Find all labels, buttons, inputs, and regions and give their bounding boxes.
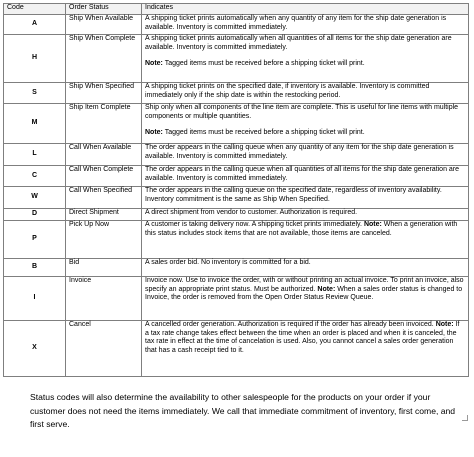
status-description	[142, 83, 469, 104]
note-label: Note:	[363, 221, 382, 228]
header-code: Code	[4, 4, 66, 15]
status-description	[142, 15, 469, 35]
note-body: If a tax rate change takes effect between the time when an order is placed and when it is canceled, the tax rate in effect at the time of cancelation is used. Also, you cannot cancel a sales order generation that has a cash receipt tied to it.	[145, 321, 460, 355]
status-description	[142, 166, 469, 187]
description-text: Invoice now. Use to invoice the order, with or without printing an actual invoice. To print an invoice, also specify an appropriate print status. Must be authorized.	[145, 277, 464, 293]
status-description	[142, 221, 469, 259]
table-row	[4, 221, 469, 259]
status-code: I	[4, 277, 66, 321]
note-label: Note:	[145, 129, 163, 137]
status-code: H	[4, 35, 66, 83]
description-text: The order appears in the calling queue when any quantity of any item for the ship date generation is available. Inventory is committed immediately.	[145, 144, 454, 160]
status-name: Ship Item Complete	[66, 104, 142, 144]
status-name: Call When Complete	[66, 166, 142, 187]
footer-paragraph: Status codes will also determine the availability to other salespeople for the products on your order if your customer does not need the items immediately. We call that immediate commitment of inventory, first come, and first serve.	[30, 392, 456, 430]
table-row	[4, 144, 469, 166]
status-description	[142, 321, 469, 377]
page-corner-mark	[462, 415, 468, 421]
table-row	[4, 15, 469, 35]
status-code: C	[4, 166, 66, 187]
description-text: A direct shipment from vendor to customer. Authorization is required.	[145, 209, 358, 216]
table-row	[4, 209, 469, 221]
table-row	[4, 321, 469, 377]
status-code: W	[4, 187, 66, 209]
status-name: Ship When Complete	[66, 35, 142, 83]
status-code: B	[4, 259, 66, 277]
status-name: Ship When Specified	[66, 83, 142, 104]
status-code: M	[4, 104, 66, 144]
header-indicates: Indicates	[142, 4, 469, 15]
status-name: Call When Specified	[66, 187, 142, 209]
description-text: A cancelled order generation. Authorization is required if the order has already been invoiced.	[145, 321, 434, 328]
header-order-status: Order Status	[66, 4, 142, 15]
table-header-row	[4, 4, 469, 15]
description-text: A shipping ticket prints on the specified date, if inventory is available. Inventory is committed immediately only if the ship date is within the restocking period.	[145, 83, 430, 99]
note-body: Tagged items must be received before a shipping ticket will print.	[162, 60, 365, 68]
status-code: X	[4, 321, 66, 377]
note-label: Note:	[317, 285, 336, 293]
note-text	[145, 129, 465, 138]
note-text	[145, 60, 465, 69]
status-code: A	[4, 15, 66, 35]
description-text: A customer is taking delivery now. A shipping ticket prints immediately.	[145, 221, 362, 228]
status-code: S	[4, 83, 66, 104]
status-description	[142, 35, 469, 83]
description-text: A shipping ticket prints automatically when any quantity of any item for the ship date generation is available. Inventory is committed immediately.	[145, 15, 447, 31]
status-name: Call When Available	[66, 144, 142, 166]
status-name: Bid	[66, 259, 142, 277]
status-description	[142, 144, 469, 166]
table-row	[4, 259, 469, 277]
note-body: When a generation with this status includes stock items that are not available, those items are canceled.	[145, 221, 458, 237]
table-row	[4, 277, 469, 321]
description-text: A sales order bid. No inventory is committed for a bid.	[145, 259, 311, 266]
note-label: Note:	[145, 60, 163, 68]
note-body: When a sales order status is changed to Invoice, the order is removed from the Open Order Status Review Queue.	[145, 285, 463, 302]
status-name: Ship When Available	[66, 15, 142, 35]
status-description	[142, 259, 469, 277]
note-label: Note:	[435, 321, 454, 328]
order-status-table	[3, 3, 469, 377]
status-code: P	[4, 221, 66, 259]
status-description	[142, 209, 469, 221]
description-text: Ship only when all components of the line item are complete. This is useful for line items with multiple components or multiple quantities.	[145, 104, 459, 120]
table-row	[4, 35, 469, 83]
note-body: Tagged items must be received before a shipping ticket will print.	[162, 129, 365, 137]
status-name: Invoice	[66, 277, 142, 321]
status-name: Cancel	[66, 321, 142, 377]
status-description	[142, 277, 469, 321]
table-row	[4, 166, 469, 187]
status-name: Direct Shipment	[66, 209, 142, 221]
status-description	[142, 187, 469, 209]
table-row	[4, 83, 469, 104]
table-row	[4, 187, 469, 209]
status-code: D	[4, 209, 66, 221]
table-row	[4, 104, 469, 144]
description-text: The order appears in the calling queue when all quantities of all items for the ship date generation are available. Inventory is committed immediately.	[145, 166, 460, 182]
status-name: Pick Up Now	[66, 221, 142, 259]
status-code: L	[4, 144, 66, 166]
status-description	[142, 104, 469, 144]
description-text: The order appears in the calling queue on the specified date, regardless of inventory availability. Inventory commitment is the same as Ship When Specified.	[145, 187, 442, 203]
description-text: A shipping ticket prints automatically when all quantities of all items for the ship date generation are available. Inventory is committed immediately.	[145, 35, 452, 51]
